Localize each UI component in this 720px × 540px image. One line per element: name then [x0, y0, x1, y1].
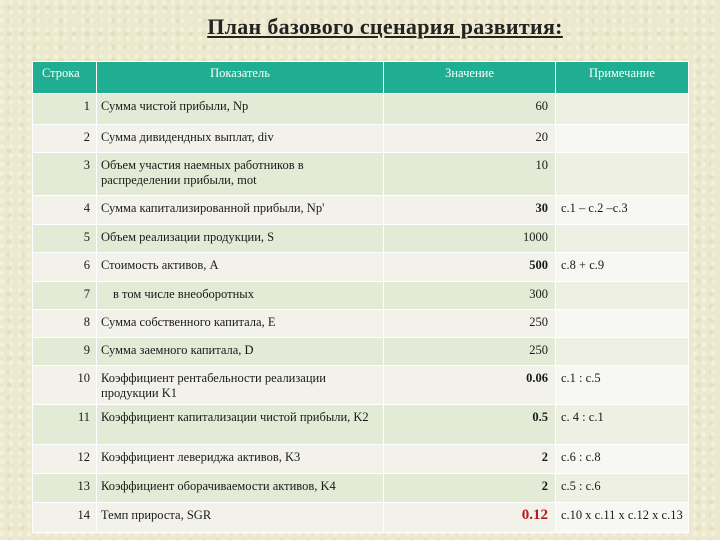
indicator-cell: Сумма чистой прибыли, Nр — [97, 94, 384, 125]
header-indicator: Показатель — [97, 62, 384, 94]
table-row — [33, 310, 689, 338]
table-row — [33, 196, 689, 225]
value-cell: 0.5 — [384, 405, 556, 445]
row-number: 2 — [33, 125, 97, 153]
indicator-cell: Коэффициент левериджа активов, K3 — [97, 445, 384, 474]
value-cell: 10 — [384, 153, 556, 196]
row-number: 10 — [33, 366, 97, 405]
note-cell: с.1 : с.5 — [556, 366, 689, 405]
scenario-table — [32, 61, 689, 533]
value-cell: 20 — [384, 125, 556, 153]
note-cell — [556, 338, 689, 366]
indicator-cell: Темп прироста, SGR — [97, 503, 384, 533]
value-cell: 2 — [384, 474, 556, 503]
row-number: 4 — [33, 196, 97, 225]
note-cell — [556, 125, 689, 153]
table-row — [33, 338, 689, 366]
value-cell: 60 — [384, 94, 556, 125]
note-cell — [556, 94, 689, 125]
value-cell: 0.12 — [384, 503, 556, 533]
note-cell: с.1 – с.2 –с.3 — [556, 196, 689, 225]
table-row — [33, 503, 689, 533]
indicator-cell: Сумма капитализированной прибыли, Nр' — [97, 196, 384, 225]
row-number: 8 — [33, 310, 97, 338]
row-number: 14 — [33, 503, 97, 533]
table-row — [33, 445, 689, 474]
row-number: 12 — [33, 445, 97, 474]
note-cell — [556, 310, 689, 338]
table-row — [33, 366, 689, 405]
indicator-cell: Стоимость активов, А — [97, 253, 384, 282]
indicator-cell: Коэффициент оборачиваемости активов, K4 — [97, 474, 384, 503]
value-cell: 300 — [384, 282, 556, 310]
note-cell — [556, 282, 689, 310]
table-header-row — [33, 62, 689, 94]
note-cell — [556, 153, 689, 196]
table-row — [33, 225, 689, 253]
note-cell: с.10 х с.11 х с.12 х с.13 — [556, 503, 689, 533]
indicator-cell: в том числе внеоборотных — [97, 282, 384, 310]
indicator-cell: Коэффициент рентабельности реализации продукции K1 — [97, 366, 384, 405]
note-cell: с. 4 : с.1 — [556, 405, 689, 445]
note-cell — [556, 225, 689, 253]
table-row — [33, 474, 689, 503]
row-number: 7 — [33, 282, 97, 310]
table-row — [33, 405, 689, 445]
note-cell: с.5 : с.6 — [556, 474, 689, 503]
indicator-cell: Объем реализации продукции, S — [97, 225, 384, 253]
header-value: Значение — [384, 62, 556, 94]
row-number: 3 — [33, 153, 97, 196]
value-cell: 1000 — [384, 225, 556, 253]
row-number: 1 — [33, 94, 97, 125]
row-number: 9 — [33, 338, 97, 366]
note-cell: с.8 + с.9 — [556, 253, 689, 282]
indicator-cell: Сумма дивидендных выплат, div — [97, 125, 384, 153]
indicator-cell: Сумма заемного капитала, D — [97, 338, 384, 366]
table-row — [33, 153, 689, 196]
page-title: План базового сценария развития: — [207, 14, 563, 39]
indicator-cell: Коэффициент капитализации чистой прибыли, K2 — [97, 405, 384, 445]
table-row — [33, 125, 689, 153]
header-row-number: Строка — [33, 62, 97, 94]
value-cell: 2 — [384, 445, 556, 474]
note-cell: с.6 : с.8 — [556, 445, 689, 474]
indicator-cell: Объем участия наемных работников в распределении прибыли, mot — [97, 153, 384, 196]
value-cell: 0.06 — [384, 366, 556, 405]
indicator-cell: Сумма собственного капитала, Е — [97, 310, 384, 338]
row-number: 6 — [33, 253, 97, 282]
value-cell: 30 — [384, 196, 556, 225]
header-note: Примечание — [556, 62, 689, 94]
row-number: 5 — [33, 225, 97, 253]
value-cell: 250 — [384, 338, 556, 366]
table-row — [33, 282, 689, 310]
value-cell: 250 — [384, 310, 556, 338]
table-row — [33, 94, 689, 125]
row-number: 13 — [33, 474, 97, 503]
table-row — [33, 253, 689, 282]
row-number: 11 — [33, 405, 97, 445]
value-cell: 500 — [384, 253, 556, 282]
